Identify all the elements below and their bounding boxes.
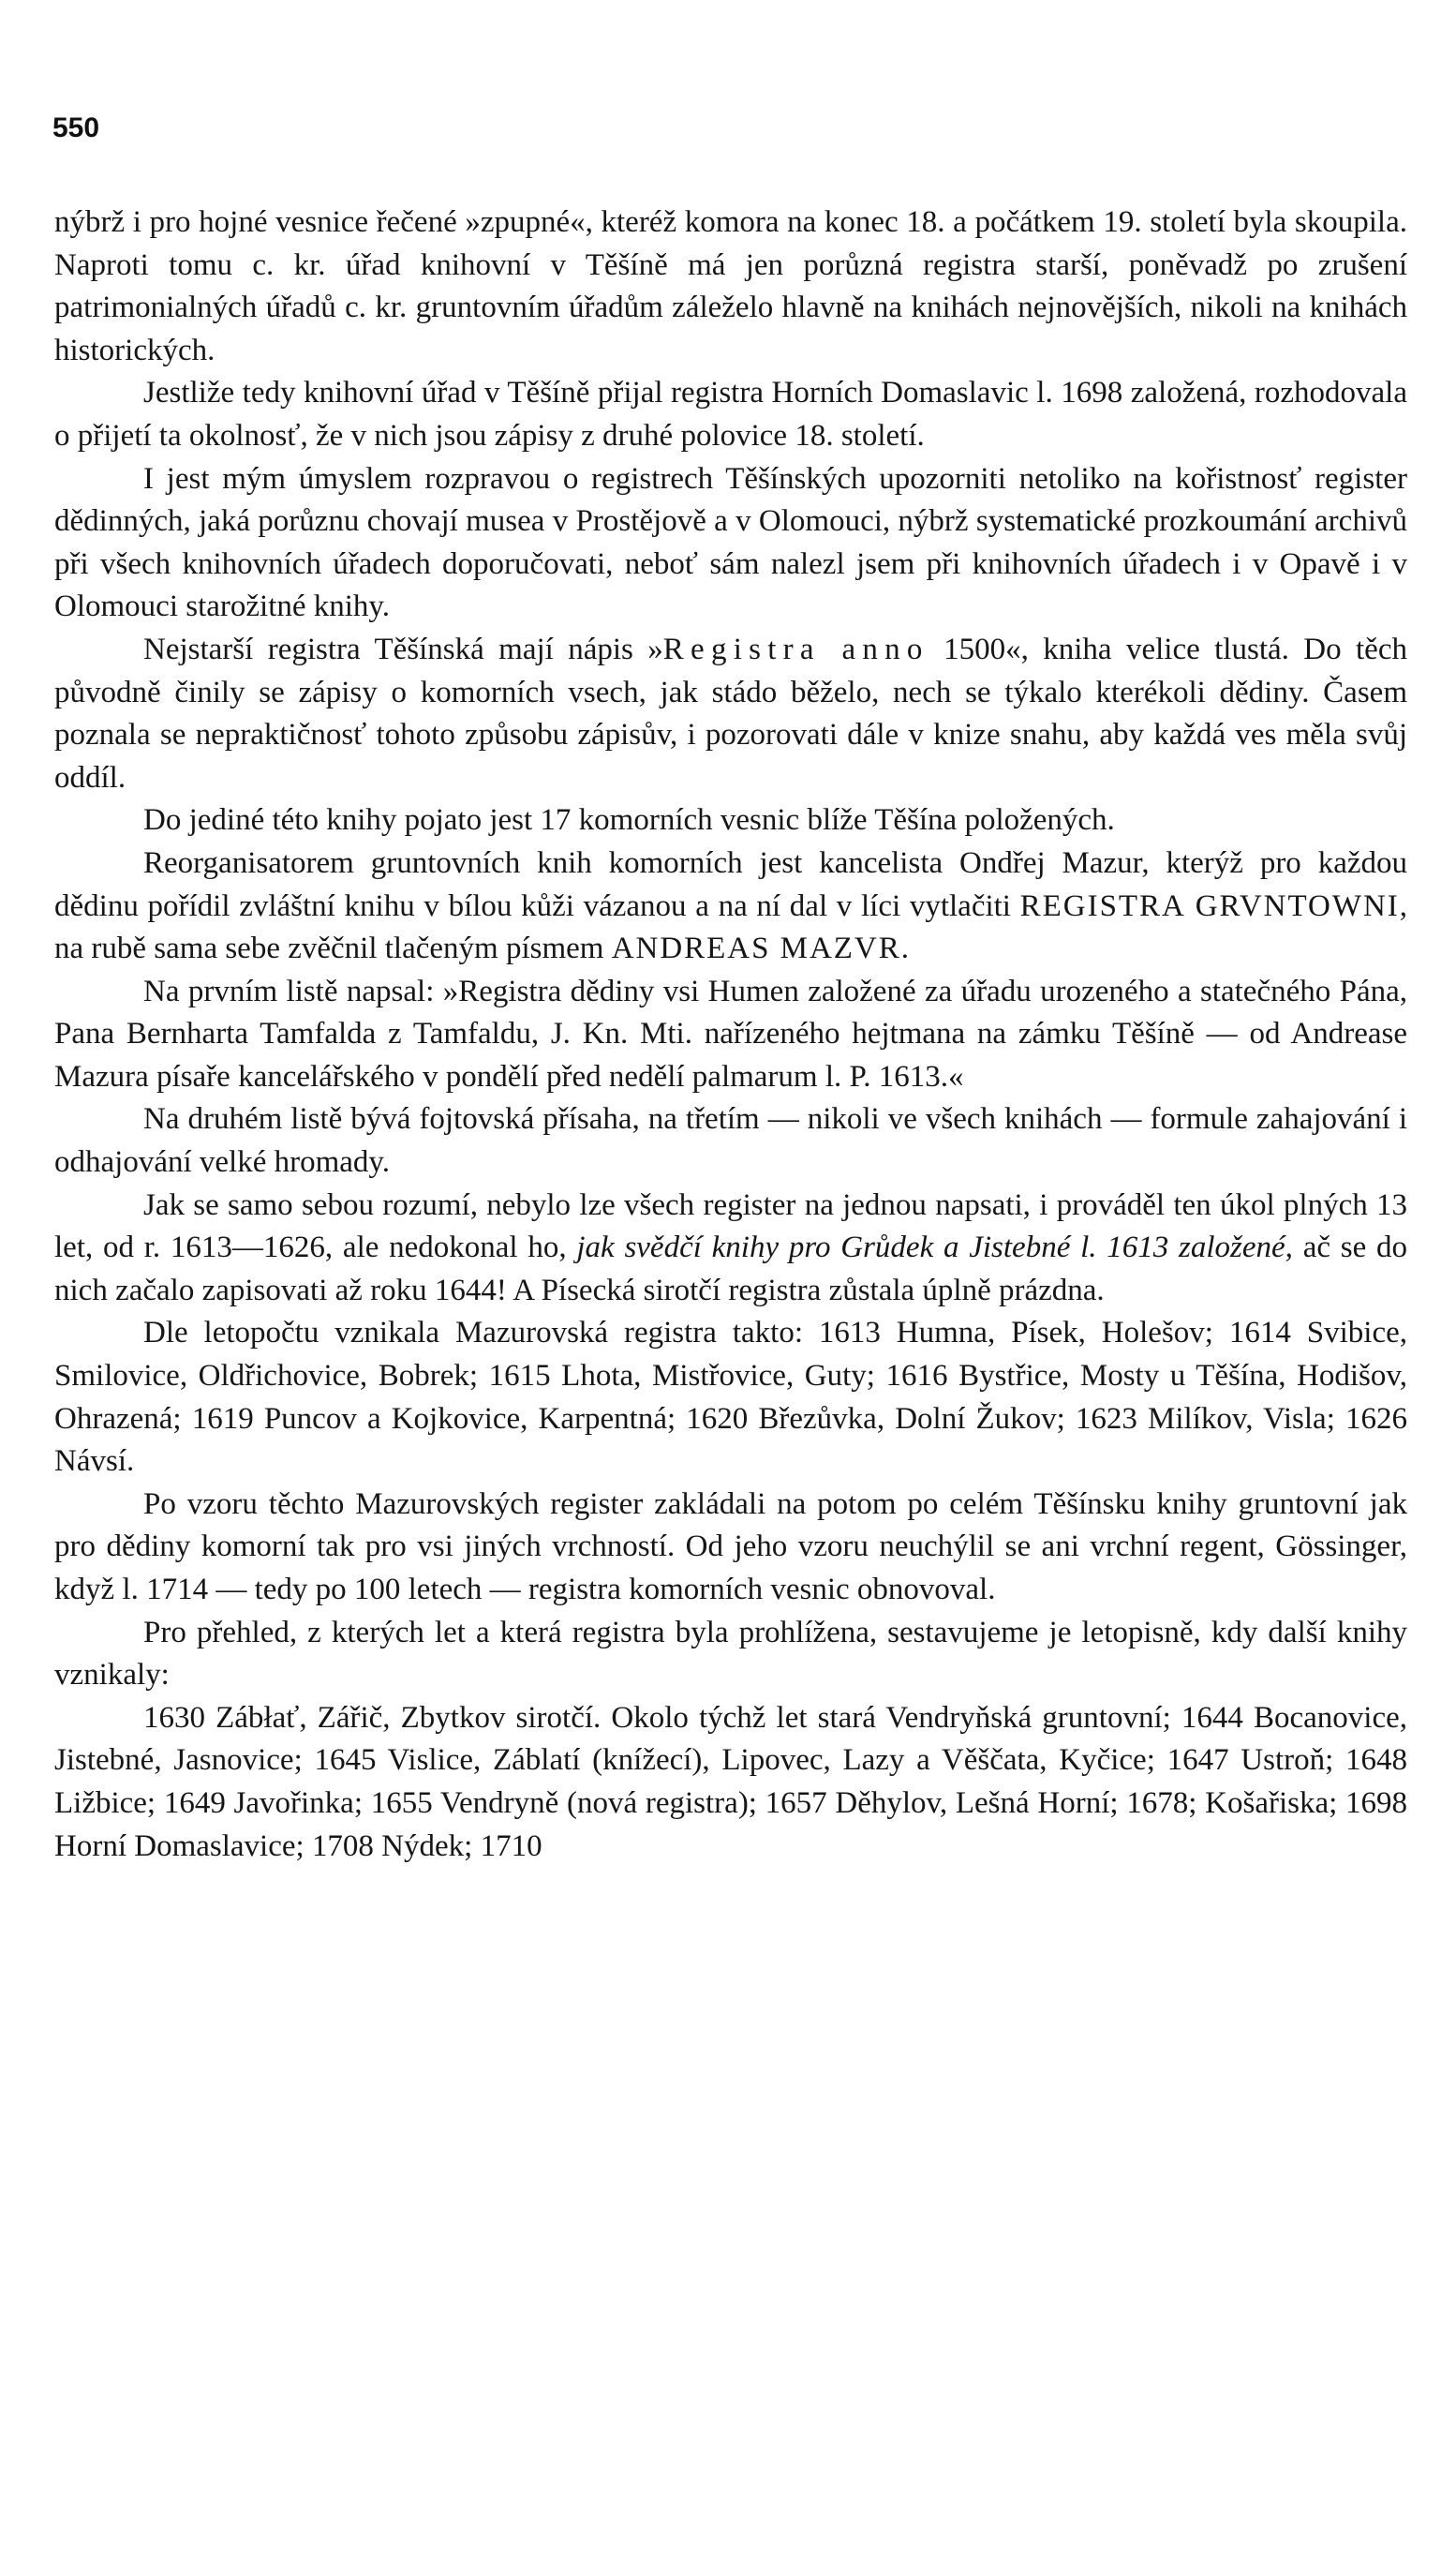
paragraph-3: I jest mým úmyslem rozpravou o registrech Těšínských upozorniti netoliko na kořistnosť register dědinných, jaká porůznu chovají musea v Prostějově a v Olomouci, nýbrž systematické prozkoumání archivů při všech knihovních úřadech doporučovati, neboť sám nalezl jsem při knihovních úřadech i v Opavě i v Olomouci starožitné knihy. [54, 461, 1407, 624]
paragraph-2: Jestliže tedy knihovní úřad v Těšíně přijal registra Horních Domaslavic l. 1698 založená, rozhodovala o přijetí ta okolnosť, že v nich jsou zápisy z druhé polovice 18. století. [54, 376, 1407, 453]
body-text [54, 201, 1407, 1868]
paragraph-5: Do jediné této knihy pojato jest 17 komorních vesnic blíže Těšína položených. [143, 803, 1115, 838]
paragraph-4 [54, 629, 1407, 799]
paragraph-9-text-a: Jak se samo sebou rozumí, nebylo lze všech register na jednou napsati, i prováděl ten úkol plných 13 let, od r. 1613—1626, ale nedokonal ho, [54, 1187, 1407, 1265]
paragraph-7: Na prvním listě napsal: »Registra dědiny vsi Humen založené za úřadu urozeného a statečného Pána, Pana Bernharta Tamfalda z Tamfaldu, J. Kn. Mti. nařízeného hejtmana na zámku Těšíně — od Andrease Mazura písaře kancelářského v pondělí před nedělí palmarum l. P. 1613.« [54, 974, 1407, 1094]
paragraph-4-spaced-title: Registra anno [662, 632, 929, 666]
paragraph-4-text-b: 1500«, kniha velice tlustá. Do těch původně činily se zápisy o komorních vsech, jak stádo běželo, nech se týkalo kterékoli dědiny. Časem poznala se nepraktičnosť tohoto způsobu zápisův, i pozorovati dále v knize snahu, aby každá ves měla svůj oddíl. [54, 632, 1407, 795]
paragraph-9-italic: jak svědčí knihy pro Grůdek a Jistebné l. 1613 založené, [576, 1231, 1293, 1265]
paragraph-1: nýbrž i pro hojné vesnice řečené »zpupné«, kteréž komora na konec 18. a počátkem 19. století byla skoupila. Naproti tomu c. kr. úřad knihovní v Těšíně má jen porůzná registra starší, poněvadž po zrušení patrimonialných úřadů c. kr. gruntovním úřadům záleželo hlavně na knihách nejnovějších, nikoli na knihách historických. [54, 205, 1407, 367]
paragraph-6-text-c: . [900, 932, 909, 966]
paragraph-6-caps-registra: REGISTRA GRVNTOWNI [1019, 888, 1400, 923]
paragraph-13: 1630 Zábłať, Zářič, Zbytkov sirotčí. Okolo týchž let stará Vendryňská gruntovní; 1644 Bocanovice, Jistebné, Jasnovice; 1645 Vislice, Záblatí (knížecí), Lipovec, Lazy a Věščata, Kyčice; 1647 Ustroň; 1648 Ližbice; 1649 Javořinka; 1655 Vendryně (nová registra); 1657 Děhylov, Lešná Horní; 1678; Košařiska; 1698 Horní Domaslavice; 1708 Nýdek; 1710 [54, 1700, 1407, 1863]
paragraph-6-caps-mazur: ANDREAS MAZVR [611, 932, 901, 966]
paragraph-8: Na druhém listě bývá fojtovská přísaha, na třetím — nikoli ve všech knihách — formule zahajování i odhajování velké hromady. [54, 1102, 1407, 1180]
paragraph-4-text-a: Nejstarší registra Těšínská mají nápis » [143, 632, 663, 666]
paragraph-12: Pro přehled, z kterých let a která registra byla prohlížena, sestavujeme je letopisně, kdy další knihy vznikaly: [54, 1615, 1407, 1693]
page-number: 550 [52, 112, 100, 143]
paragraph-6-text-b: , na rubě sama sebe zvěčnil tlačeným písmem [54, 888, 1407, 966]
paragraph-9-text-b: ač se do nich začalo zapisovati až roku 1644! A Písecká sirotčí registra zůstala úplně prázdna. [54, 1231, 1407, 1307]
paragraph-10: Dle letopočtu vznikala Mazurovská registra takto: 1613 Humna, Písek, Holešov; 1614 Svibice, Smilovice, Oldřichovice, Bobrek; 1615 Lhota, Mistřovice, Guty; 1616 Bystřice, Mosty u Těšína, Hodišov, Ohrazená; 1619 Puncov a Kojkovice, Karpentná; 1620 Březůvka, Dolní Žukov; 1623 Milíkov, Visla; 1626 Návsí. [54, 1316, 1407, 1479]
paragraph-6-text-a: Reorganisatorem gruntovních knih komorních jest kancelista Ondřej Mazur, kterýž pro každou dědinu pořídil zvláštní knihu v bílou kůži vázanou a na ní dal v líci vytlačiti [54, 845, 1407, 923]
paragraph-9 [54, 1185, 1407, 1313]
paragraph-11: Po vzoru těchto Mazurovských register zakládali na potom po celém Těšínsku knihy gruntovní jak pro dědiny komorní tak pro vsi jiných vrchností. Od jeho vzoru neuchýlil se ani vrchní regent, Gössinger, když l. 1714 — tedy po 100 letech — registra komorních vesnic obnovoval. [54, 1486, 1407, 1606]
paragraph-6 [54, 843, 1407, 971]
